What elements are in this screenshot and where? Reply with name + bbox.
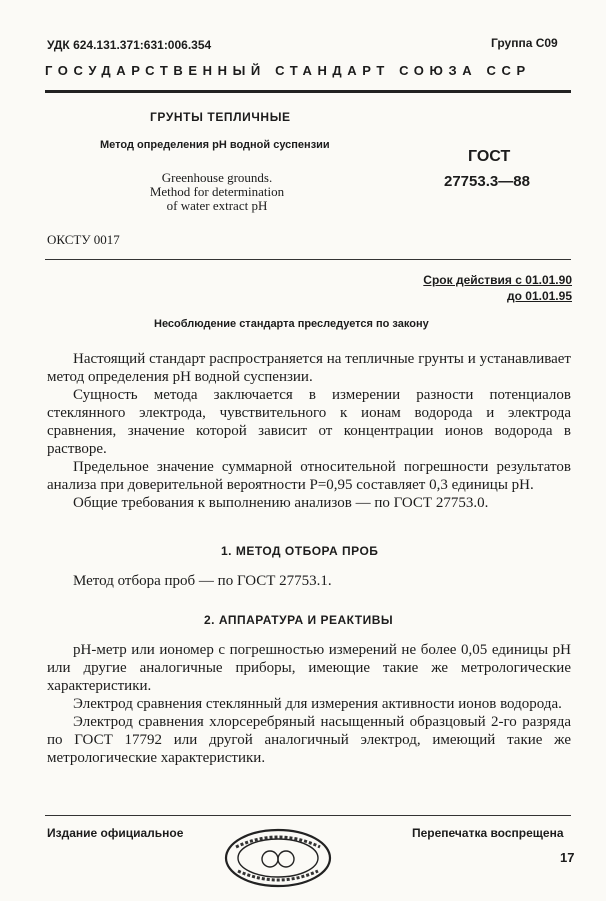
section-text: [47, 641, 571, 767]
standard-banner: ГОСУДАРСТВЕННЫЙ СТАНДАРТ СОЮЗА ССР: [45, 63, 531, 78]
okstu-code: ОКСТУ 0017: [47, 232, 120, 247]
header-divider: [45, 90, 571, 93]
document-title: ГРУНТЫ ТЕПЛИЧНЫЕ: [150, 110, 291, 124]
gost-number: 27753.3—88: [444, 173, 530, 190]
english-title: [147, 171, 287, 213]
footer-divider: [45, 815, 571, 816]
english-title-line: Method for determination: [149, 184, 285, 199]
english-title-line: of water extract pH: [166, 198, 268, 213]
intro-paragraph: Настоящий стандарт распространяется на тепличные грунты и устанавливает метод определения pH водной суспензии.: [47, 351, 571, 385]
intro-paragraph: Сущность метода заключается в измерении разности потенциалов стеклянного электрода, чувствительного к ионам водорода и электрода сравнения, значение которой зависит от концентрации ионов водорода в растворе.: [47, 387, 571, 457]
validity-to: до 01.01.95: [507, 289, 572, 303]
validity-from: Срок действия с 01.01.90: [423, 273, 572, 287]
section-heading: 2. АППАРАТУРА И РЕАКТИВЫ: [204, 613, 394, 627]
udk-code: УДК 624.131.371:631:006.354: [47, 38, 212, 52]
intro-text: [47, 350, 571, 512]
section-paragraph: Электрод сравнения хлорсеребряный насыщенный образцовый 2-го разряда по ГОСТ 17792 или другой аналогичный электрод, имеющий такие же метрологические характеристики.: [47, 714, 571, 766]
section-paragraph: Метод отбора проб — по ГОСТ 27753.1.: [73, 573, 332, 589]
section-paragraph: pH-метр или иономер с погрешностью измерений не более 0,05 единицы pH или другие аналогичные приборы, имеющие такие же метрологические характеристики.: [47, 642, 571, 694]
reprint-note: Перепечатка воспрещена: [412, 826, 564, 840]
document-subtitle: Метод определения pH водной суспензии: [100, 139, 330, 151]
section-heading: 1. МЕТОД ОТБОРА ПРОБ: [221, 544, 379, 558]
english-title-line: Greenhouse grounds.: [161, 170, 273, 185]
page-number: 17: [560, 850, 575, 865]
validity-period: [423, 272, 572, 304]
group-code: Группа С09: [491, 36, 558, 50]
library-stamp: [222, 825, 334, 891]
intro-paragraph: Общие требования к выполнению анализов — по ГОСТ 27753.0.: [73, 495, 489, 511]
gost-label: ГОСТ: [468, 148, 511, 165]
title-divider: [45, 259, 571, 260]
section-paragraph: Электрод сравнения стеклянный для измерения активности ионов водорода.: [73, 696, 562, 712]
edition-note: Издание официальное: [47, 826, 184, 840]
legal-notice: Несоблюдение стандарта преследуется по закону: [154, 318, 429, 330]
intro-paragraph: Предельное значение суммарной относительной погрешности результатов анализа при доверительной вероятности P=0,95 составляет 0,3 единицы pH.: [47, 459, 571, 493]
